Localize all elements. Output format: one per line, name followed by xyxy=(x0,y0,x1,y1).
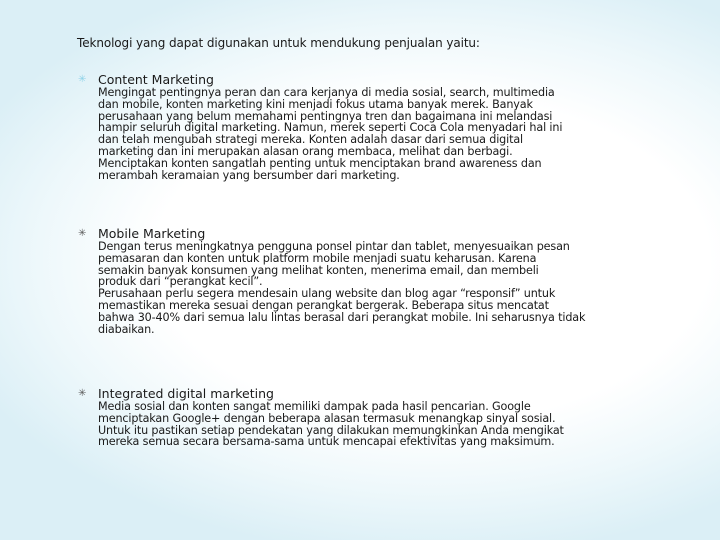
asterisk-bullet-icon: ✳ xyxy=(78,74,87,85)
asterisk-bullet-icon: ✳ xyxy=(78,388,87,399)
bullet-body: Dengan terus meningkatnya pengguna ponsel pintar dan tablet, menyesuaikan pesan pemasaran dan konten untuk platform mobile menjadi suatu keharusan. Karena semakin banyak konsumen yang melihat konten, menerima email, dan membeli produk dari “perangkat kecil”. Perusahaan perlu segera mendesain ulang website dan blog agar “responsif” untuk memastikan mereka sesuai dengan perangkat bergerak. Beberapa situs mencatat bahwa 30-40% dari semua lalu lintas berasal dari perangkat mobile. Ini seharusnya tidak diabaikan. xyxy=(98,240,586,336)
bullet-title: Integrated digital marketing xyxy=(98,386,274,401)
asterisk-bullet-icon: ✳ xyxy=(78,228,87,239)
slide-heading: Teknologi yang dapat digunakan untuk mendukung penjualan yaitu: xyxy=(77,36,480,50)
bullet-body: Mengingat pentingnya peran dan cara kerjanya di media sosial, search, multimedia dan mobile, konten marketing kini menjadi fokus utama banyak merek. Banyak perusahaan yang belum memahami pentingnya tren dan bagaimana ini melandasi hampir seluruh digital marketing. Namun, merek seperti Coca Cola menyadari hal ini dan telah mengubah strategi mereka. Konten adalah dasar dari semua digital marketing dan ini merupakan alasan orang membaca, melihat dan berbagi. Menciptakan konten sangatlah penting untuk menciptakan brand awareness dan merambah keramaian yang bersumber dari marketing. xyxy=(98,86,563,182)
bullet-title: Mobile Marketing xyxy=(98,226,206,241)
bullet-title: Content Marketing xyxy=(98,72,214,87)
bullet-body: Media sosial dan konten sangat memiliki dampak pada hasil pencarian. Google menciptakan Google+ dengan beberapa alasan termasuk menangkap sinyal sosial. Untuk itu pastikan setiap pendekatan yang dilakukan memungkinkan Anda mengikat mereka semua secara bersama-sama untuk mencapai efektivitas yang maksimum. xyxy=(98,400,564,449)
